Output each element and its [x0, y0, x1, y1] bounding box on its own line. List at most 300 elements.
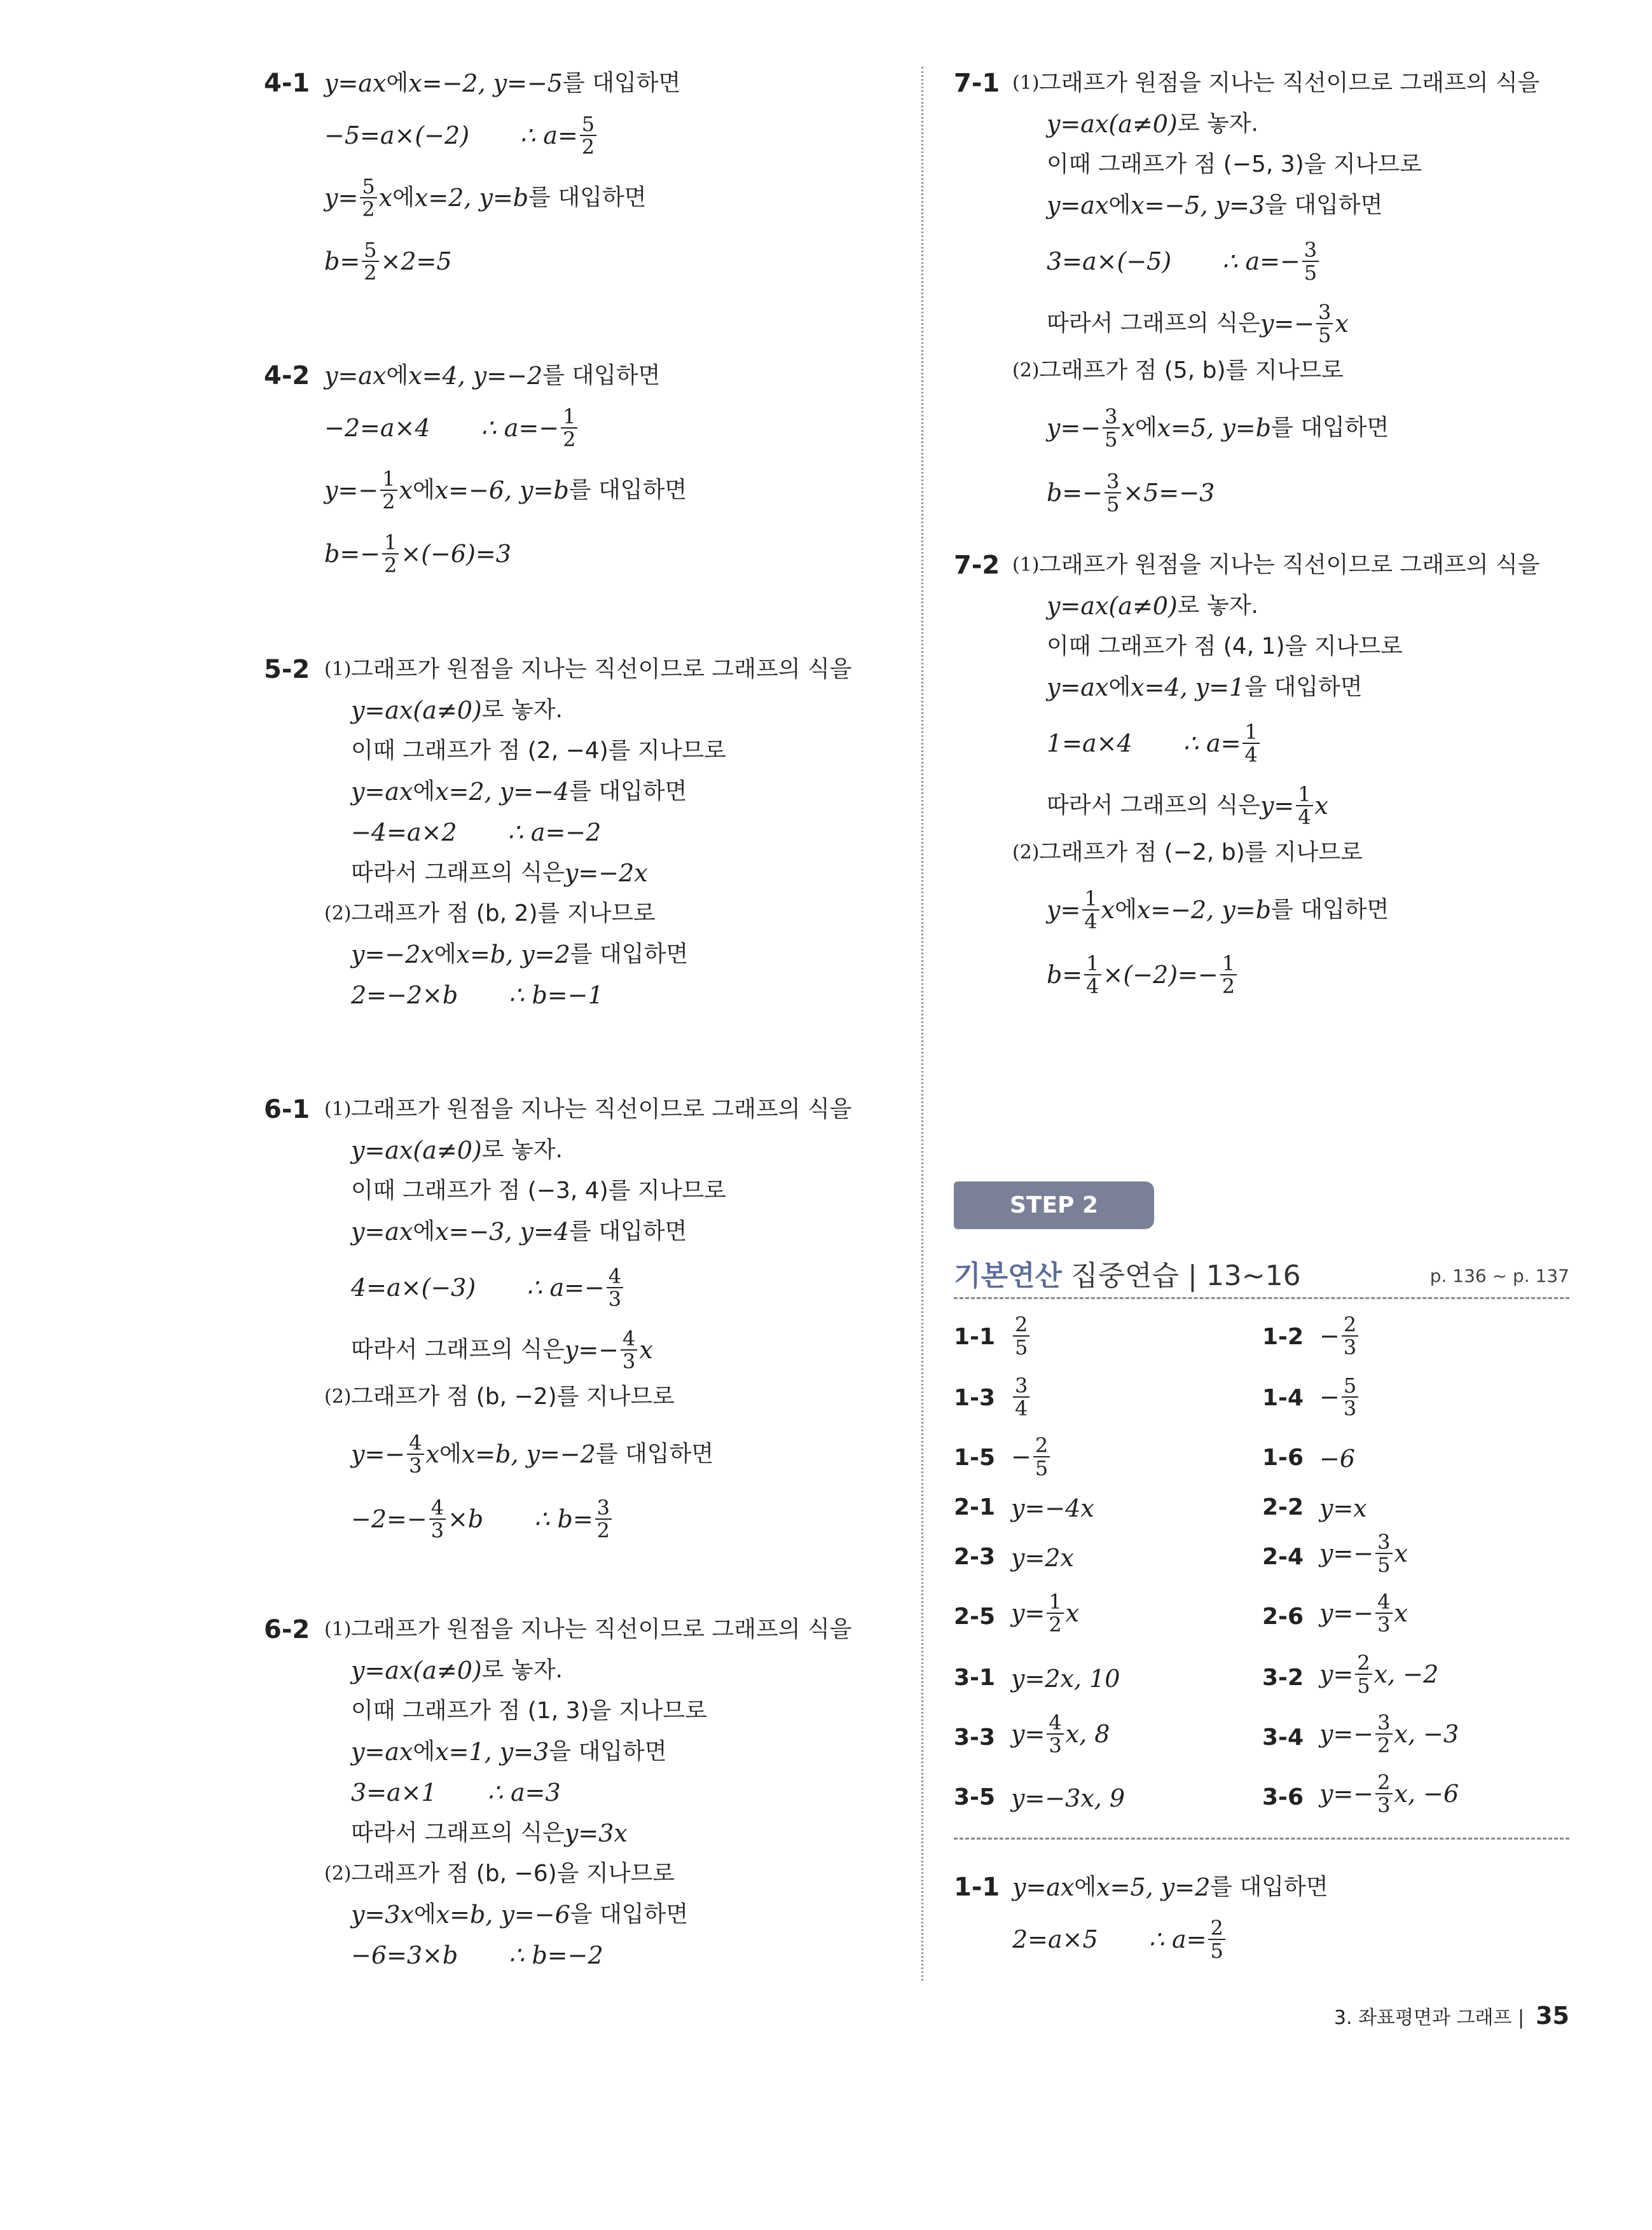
math: x [1314, 792, 1328, 820]
math: ×5=−3 [1123, 479, 1215, 507]
line [324, 176, 646, 220]
answer-label: 3-3 [954, 1724, 996, 1751]
text: 그래프가 점 (b, −2)를 지나므로 [351, 1384, 675, 1410]
denominator: 2 [1377, 1733, 1391, 1758]
line [324, 899, 656, 928]
answer-value [1319, 1652, 1438, 1697]
line [1047, 953, 1239, 997]
text: 에 [413, 1901, 436, 1927]
text: 에 [1074, 1874, 1097, 1900]
answer-prefix: y= [1319, 1660, 1354, 1688]
line [351, 1778, 561, 1807]
denominator: 4 [1298, 805, 1311, 829]
denominator: 5 [1377, 1553, 1391, 1577]
answer-prefix: − [1011, 1443, 1031, 1471]
answer-label: 1-5 [954, 1445, 996, 1471]
subpart-label: (2) [324, 1386, 352, 1408]
math: 4=a×(−3) [351, 1274, 476, 1302]
line [1047, 191, 1382, 220]
line [351, 777, 687, 806]
fraction [360, 176, 376, 220]
math: ×2=5 [380, 247, 452, 275]
fraction [1105, 471, 1121, 515]
math: y=3x [564, 1819, 628, 1847]
answer-value [1011, 1494, 1094, 1522]
line [351, 981, 603, 1010]
line [351, 1217, 687, 1246]
numerator: 5 [360, 176, 376, 198]
answer-label: 1-6 [1262, 1445, 1304, 1471]
math: y=− [1047, 414, 1101, 442]
math: ∴ b=−2 [509, 1941, 603, 1969]
answer-value [1011, 1544, 1074, 1572]
math: ∴ a=−2 [507, 818, 602, 846]
answer-value [1011, 1435, 1052, 1479]
text: 를 대입하면 [1270, 897, 1389, 923]
text: 그래프가 원점을 지나는 직선이므로 그래프의 식을 [1039, 70, 1540, 96]
math: y=ax(a≠0) [351, 1136, 482, 1164]
text: 따라서 그래프의 식은 [351, 1337, 565, 1363]
answers-dashed-rule [954, 1838, 1569, 1840]
answer-prefix: y=− [1319, 1720, 1374, 1748]
math: y=ax [1012, 1873, 1075, 1901]
math: x=−6, y=b [434, 476, 569, 504]
line [324, 532, 511, 576]
answer-suffix: x, −2 [1373, 1660, 1439, 1688]
line [324, 1382, 675, 1412]
answer-prefix: y=− [1319, 1599, 1374, 1627]
math: x [425, 1440, 439, 1468]
line [324, 468, 687, 513]
answer-label: 3-2 [1262, 1665, 1304, 1691]
math: −5=a×(−2) [324, 121, 470, 149]
fraction [1242, 721, 1259, 766]
text: 를 대입하면 [595, 1441, 714, 1467]
fraction [621, 1328, 637, 1372]
line [324, 239, 452, 284]
math: x [1101, 896, 1115, 924]
math: y=ax(a≠0) [1047, 110, 1178, 138]
answer-label: 1-1 [954, 1324, 996, 1350]
numerator: 3 [595, 1497, 612, 1520]
text: 그래프가 원점을 지나는 직선이므로 그래프의 식을 [351, 656, 852, 682]
line [1047, 471, 1215, 515]
numerator: 2 [1208, 1917, 1225, 1940]
numerator: 1 [1296, 783, 1312, 806]
answer-label: 2-5 [954, 1604, 996, 1630]
problem-number: 5-2 [264, 655, 310, 684]
line [351, 1656, 563, 1685]
numerator: 3 [1316, 301, 1333, 324]
fraction [1084, 953, 1101, 997]
text: 에 [413, 1738, 436, 1765]
denominator: 5 [1105, 427, 1118, 451]
math: 3=a×(−5) [1047, 247, 1172, 275]
denominator: 3 [623, 1349, 636, 1373]
answer-prefix: y= [1011, 1720, 1045, 1748]
line [351, 1265, 625, 1310]
text: 을 대입하면 [570, 1901, 689, 1927]
text: 이때 그래프가 점 (4, 1)을 지나므로 [1047, 633, 1403, 659]
problem-number: 7-1 [954, 69, 1000, 98]
math: x=4, y=1 [1131, 673, 1245, 701]
math: −6=3×b [351, 1941, 458, 1969]
footer-separator: | [1518, 2007, 1525, 2029]
math: ∴ a= [1183, 729, 1241, 757]
line [351, 1737, 667, 1766]
numerator: 4 [407, 1432, 423, 1455]
fraction [580, 113, 596, 158]
line [324, 655, 852, 684]
text: 를 대입하면 [569, 778, 687, 804]
answer-value [1319, 1772, 1459, 1816]
text: 그래프가 점 (5, b)를 지나므로 [1039, 357, 1344, 383]
line [1012, 1873, 1328, 1902]
math: y=− [324, 476, 379, 504]
numerator: 1 [382, 532, 399, 554]
answer-value [1319, 1494, 1367, 1522]
numerator: 5 [362, 239, 378, 262]
line [1047, 406, 1389, 450]
answer-prefix: y=− [1319, 1539, 1374, 1567]
line [351, 1136, 563, 1165]
math: b= [1047, 961, 1083, 989]
fraction [1316, 301, 1333, 346]
math: b=− [1047, 479, 1103, 507]
math: y=− [1260, 310, 1315, 338]
subpart-label: (1) [324, 658, 352, 680]
answer-label: 2-6 [1262, 1604, 1304, 1630]
text: 따라서 그래프의 식은 [1047, 792, 1260, 818]
text: 에 [386, 70, 409, 96]
numerator: 4 [621, 1328, 637, 1351]
math: x=1, y=3 [435, 1738, 549, 1766]
numerator: 3 [1375, 1531, 1392, 1554]
math: x=−2, y=b [1136, 896, 1271, 924]
math: y=ax [324, 362, 387, 390]
answer-suffix: x [1394, 1539, 1408, 1567]
line [1047, 239, 1321, 284]
problem-number: 4-1 [264, 69, 310, 98]
math: ∴ a= [520, 121, 578, 149]
math: y= [1047, 896, 1081, 924]
math: x=2, y=b [414, 184, 529, 212]
denominator: 5 [1035, 1456, 1049, 1480]
fraction [362, 239, 378, 284]
line [351, 1819, 628, 1848]
math: x=2, y=−4 [435, 778, 570, 806]
line [324, 69, 680, 98]
denominator: 5 [1318, 323, 1332, 347]
math: x=−3, y=4 [435, 1218, 570, 1246]
math: y=ax(a≠0) [351, 1656, 482, 1684]
math: x [399, 476, 413, 504]
answer-text: y=2x [1011, 1544, 1074, 1572]
numerator: 3 [1105, 471, 1121, 493]
title-accent: 기본연산 [954, 1260, 1063, 1292]
text: 를 대입하면 [569, 1218, 687, 1244]
line [351, 1900, 688, 1929]
answer-value [1319, 1314, 1360, 1358]
numerator: 3 [1375, 1712, 1392, 1735]
answer-text: y=2x, 10 [1011, 1665, 1120, 1693]
text: 그래프가 점 (−2, b)를 지나므로 [1039, 839, 1363, 865]
line [1047, 301, 1349, 346]
line [1047, 783, 1328, 828]
math: 1=a×4 [1047, 729, 1132, 757]
answer-value [1319, 1531, 1408, 1576]
text: 로 놓자. [1177, 111, 1258, 137]
text: 로 놓자. [481, 1137, 563, 1163]
math: y=− [351, 1440, 406, 1468]
answer-prefix: y= [1011, 1599, 1045, 1627]
answer-value [1319, 1445, 1355, 1473]
problem-number: 4-2 [264, 361, 310, 390]
denominator: 3 [1049, 1733, 1062, 1758]
math: ×(−2)=− [1103, 961, 1218, 989]
page-number: 35 [1536, 2002, 1569, 2030]
text: 이때 그래프가 점 (−3, 4)를 지나므로 [351, 1178, 727, 1204]
math: x=b, y=−2 [461, 1440, 596, 1468]
math: ×(−6)=3 [401, 540, 511, 568]
math: x [1335, 310, 1349, 338]
numerator: 5 [1342, 1375, 1358, 1398]
math: y=ax [351, 1218, 413, 1246]
numerator: 2 [1355, 1652, 1372, 1675]
numerator: 2 [1342, 1314, 1358, 1337]
answer-label: 1-4 [1262, 1385, 1304, 1411]
numerator: 3 [1302, 239, 1319, 262]
numerator: 3 [1013, 1375, 1029, 1398]
math: y=−2x [564, 859, 648, 887]
line [351, 1176, 726, 1206]
line [324, 1615, 852, 1644]
answer-suffix: x, −3 [1394, 1720, 1459, 1748]
text: 를 대입하면 [562, 70, 681, 96]
fraction [429, 1497, 446, 1541]
math: ∴ a=− [1222, 247, 1300, 275]
fraction [595, 1497, 612, 1541]
numerator: 1 [1220, 953, 1237, 975]
numerator: 4 [429, 1497, 446, 1520]
fraction [607, 1265, 623, 1310]
line [351, 858, 648, 888]
math: y=ax [351, 1738, 413, 1766]
math: −2=a×4 [324, 414, 430, 442]
math: x=b, y=2 [456, 940, 570, 968]
fraction [380, 468, 397, 513]
text: 에 [1134, 415, 1157, 441]
answer-text: y=−4x [1011, 1494, 1094, 1522]
answer-prefix: − [1319, 1322, 1340, 1350]
answer-value [1319, 1591, 1408, 1635]
line [1047, 888, 1389, 932]
denominator: 4 [1084, 909, 1098, 933]
answer-label: 3-4 [1262, 1724, 1304, 1751]
math: y=ax(a≠0) [351, 696, 482, 724]
text: 를 대입하면 [528, 184, 647, 210]
math: ×b [448, 1505, 484, 1533]
math: x=5, y=b [1157, 414, 1271, 442]
math: b= [324, 247, 361, 275]
math: y=ax [1047, 191, 1109, 219]
denominator: 3 [1377, 1793, 1391, 1817]
text: 그래프가 점 (b, −6)을 지나므로 [351, 1861, 675, 1887]
line [351, 1941, 603, 1970]
answer-label: 2-4 [1262, 1544, 1304, 1570]
numerator: 2 [1013, 1314, 1029, 1337]
numerator: 2 [1033, 1435, 1050, 1457]
math: x [639, 1336, 653, 1364]
answer-label: 2-1 [954, 1494, 996, 1520]
answer-text: −6 [1319, 1445, 1356, 1473]
numerator: 3 [1103, 406, 1119, 429]
line [1047, 150, 1422, 179]
text: 로 놓자. [481, 1657, 563, 1683]
text: 에 [392, 184, 415, 210]
numerator: 5 [580, 113, 596, 136]
text: 이때 그래프가 점 (2, −4)를 지나므로 [351, 738, 727, 764]
denominator: 5 [1304, 261, 1318, 285]
numerator: 4 [607, 1265, 623, 1288]
fraction [382, 532, 399, 576]
numerator: 2 [1375, 1772, 1392, 1794]
line [324, 113, 598, 158]
line [1047, 109, 1258, 139]
math: x=5, y=2 [1096, 1873, 1211, 1901]
math: ∴ a=− [481, 414, 560, 442]
section-dashed-rule [954, 1297, 1569, 1299]
text: 따라서 그래프의 식은 [351, 860, 565, 886]
math: y=ax(a≠0) [1047, 592, 1178, 620]
denominator: 3 [1343, 1335, 1357, 1359]
line [351, 1697, 707, 1726]
text: 이때 그래프가 점 (−5, 3)을 지나므로 [1047, 151, 1422, 177]
denominator: 5 [1106, 492, 1120, 516]
denominator: 3 [430, 1518, 444, 1543]
math: y=3x [351, 1901, 414, 1929]
line [1047, 591, 1258, 621]
denominator: 3 [1377, 1613, 1391, 1637]
text: 에 [1108, 674, 1131, 700]
answer-suffix: x, 8 [1065, 1720, 1110, 1748]
line [1012, 838, 1363, 867]
column-divider [921, 67, 923, 1981]
line [1047, 673, 1363, 702]
text: 에 [412, 477, 435, 503]
answer-prefix: − [1319, 1383, 1340, 1411]
answer-text: y=−3x, 9 [1011, 1784, 1125, 1812]
math: −4=a×2 [351, 818, 457, 846]
text: 를 대입하면 [568, 477, 687, 503]
denominator: 5 [1357, 1674, 1370, 1698]
denominator: 2 [581, 135, 595, 159]
math: 2=−2×b [351, 981, 458, 1009]
text: 그래프가 점 (b, 2)를 지나므로 [351, 900, 656, 926]
math: ∴ a=3 [487, 1779, 561, 1807]
subpart-label: (2) [1012, 841, 1040, 864]
math: ∴ a= [1148, 1925, 1207, 1953]
answer-label: 3-1 [954, 1665, 996, 1691]
math: ∴ b=−1 [509, 981, 603, 1009]
line [324, 1859, 675, 1889]
line [351, 1432, 713, 1476]
math: ∴ b= [534, 1505, 593, 1533]
numerator: 4 [1375, 1591, 1392, 1614]
answer-value [1011, 1314, 1031, 1358]
numerator: 1 [561, 406, 577, 429]
math: x [378, 184, 393, 212]
answer-value [1319, 1375, 1360, 1419]
denominator: 4 [1244, 743, 1258, 767]
line [1012, 356, 1344, 385]
math: y= [324, 184, 359, 212]
denominator: 4 [1015, 1396, 1028, 1421]
problem-number: 1-1 [954, 1873, 1000, 1902]
answer-value [1011, 1375, 1031, 1419]
answer-text: y=x [1319, 1494, 1367, 1522]
subpart-label: (1) [1012, 72, 1040, 94]
text: 에 [434, 941, 457, 967]
numerator: 1 [1084, 953, 1101, 975]
math: x=−5, y=3 [1131, 191, 1265, 219]
answer-label: 1-2 [1262, 1324, 1304, 1350]
math: ∴ a=− [527, 1274, 605, 1302]
answer-suffix: x, −6 [1394, 1780, 1459, 1808]
denominator: 2 [596, 1518, 610, 1543]
numerator: 1 [1047, 1591, 1063, 1614]
numerator: 4 [1047, 1712, 1063, 1735]
answer-value [1011, 1712, 1110, 1756]
numerator: 1 [1082, 888, 1099, 911]
section-title [954, 1253, 1301, 1293]
denominator: 2 [563, 427, 576, 451]
subpart-label: (2) [324, 1862, 352, 1885]
text: 을 대입하면 [549, 1738, 667, 1765]
math: x [1121, 414, 1135, 442]
title-rest: 집중연습 | 13~16 [1062, 1260, 1301, 1292]
math: x=b, y=−6 [436, 1901, 570, 1929]
denominator: 2 [1049, 1613, 1062, 1637]
denominator: 2 [384, 553, 397, 577]
line [324, 1095, 852, 1124]
line [351, 736, 726, 766]
answer-value [1011, 1784, 1125, 1812]
denominator: 2 [364, 261, 377, 285]
line [1012, 551, 1540, 580]
denominator: 4 [1086, 974, 1099, 998]
text: 를 대입하면 [542, 362, 661, 389]
denominator: 3 [409, 1454, 422, 1478]
text: 이때 그래프가 점 (1, 3)을 지나므로 [351, 1698, 707, 1724]
denominator: 3 [1343, 1396, 1357, 1421]
math: y= [1260, 792, 1295, 820]
text: 그래프가 원점을 지나는 직선이므로 그래프의 식을 [351, 1616, 852, 1642]
step-badge: STEP 2 [954, 1181, 1154, 1229]
subpart-label: (1) [324, 1098, 352, 1120]
line [1047, 721, 1262, 766]
subpart-label: (1) [324, 1618, 352, 1641]
line [351, 940, 688, 969]
denominator: 3 [608, 1287, 622, 1311]
text: 에 [439, 1441, 462, 1467]
fraction [1220, 953, 1237, 997]
answer-label: 2-3 [954, 1544, 996, 1570]
fraction [1302, 239, 1319, 284]
math: y=ax [324, 69, 387, 97]
subpart-label: (2) [1012, 359, 1040, 382]
line [351, 818, 601, 847]
